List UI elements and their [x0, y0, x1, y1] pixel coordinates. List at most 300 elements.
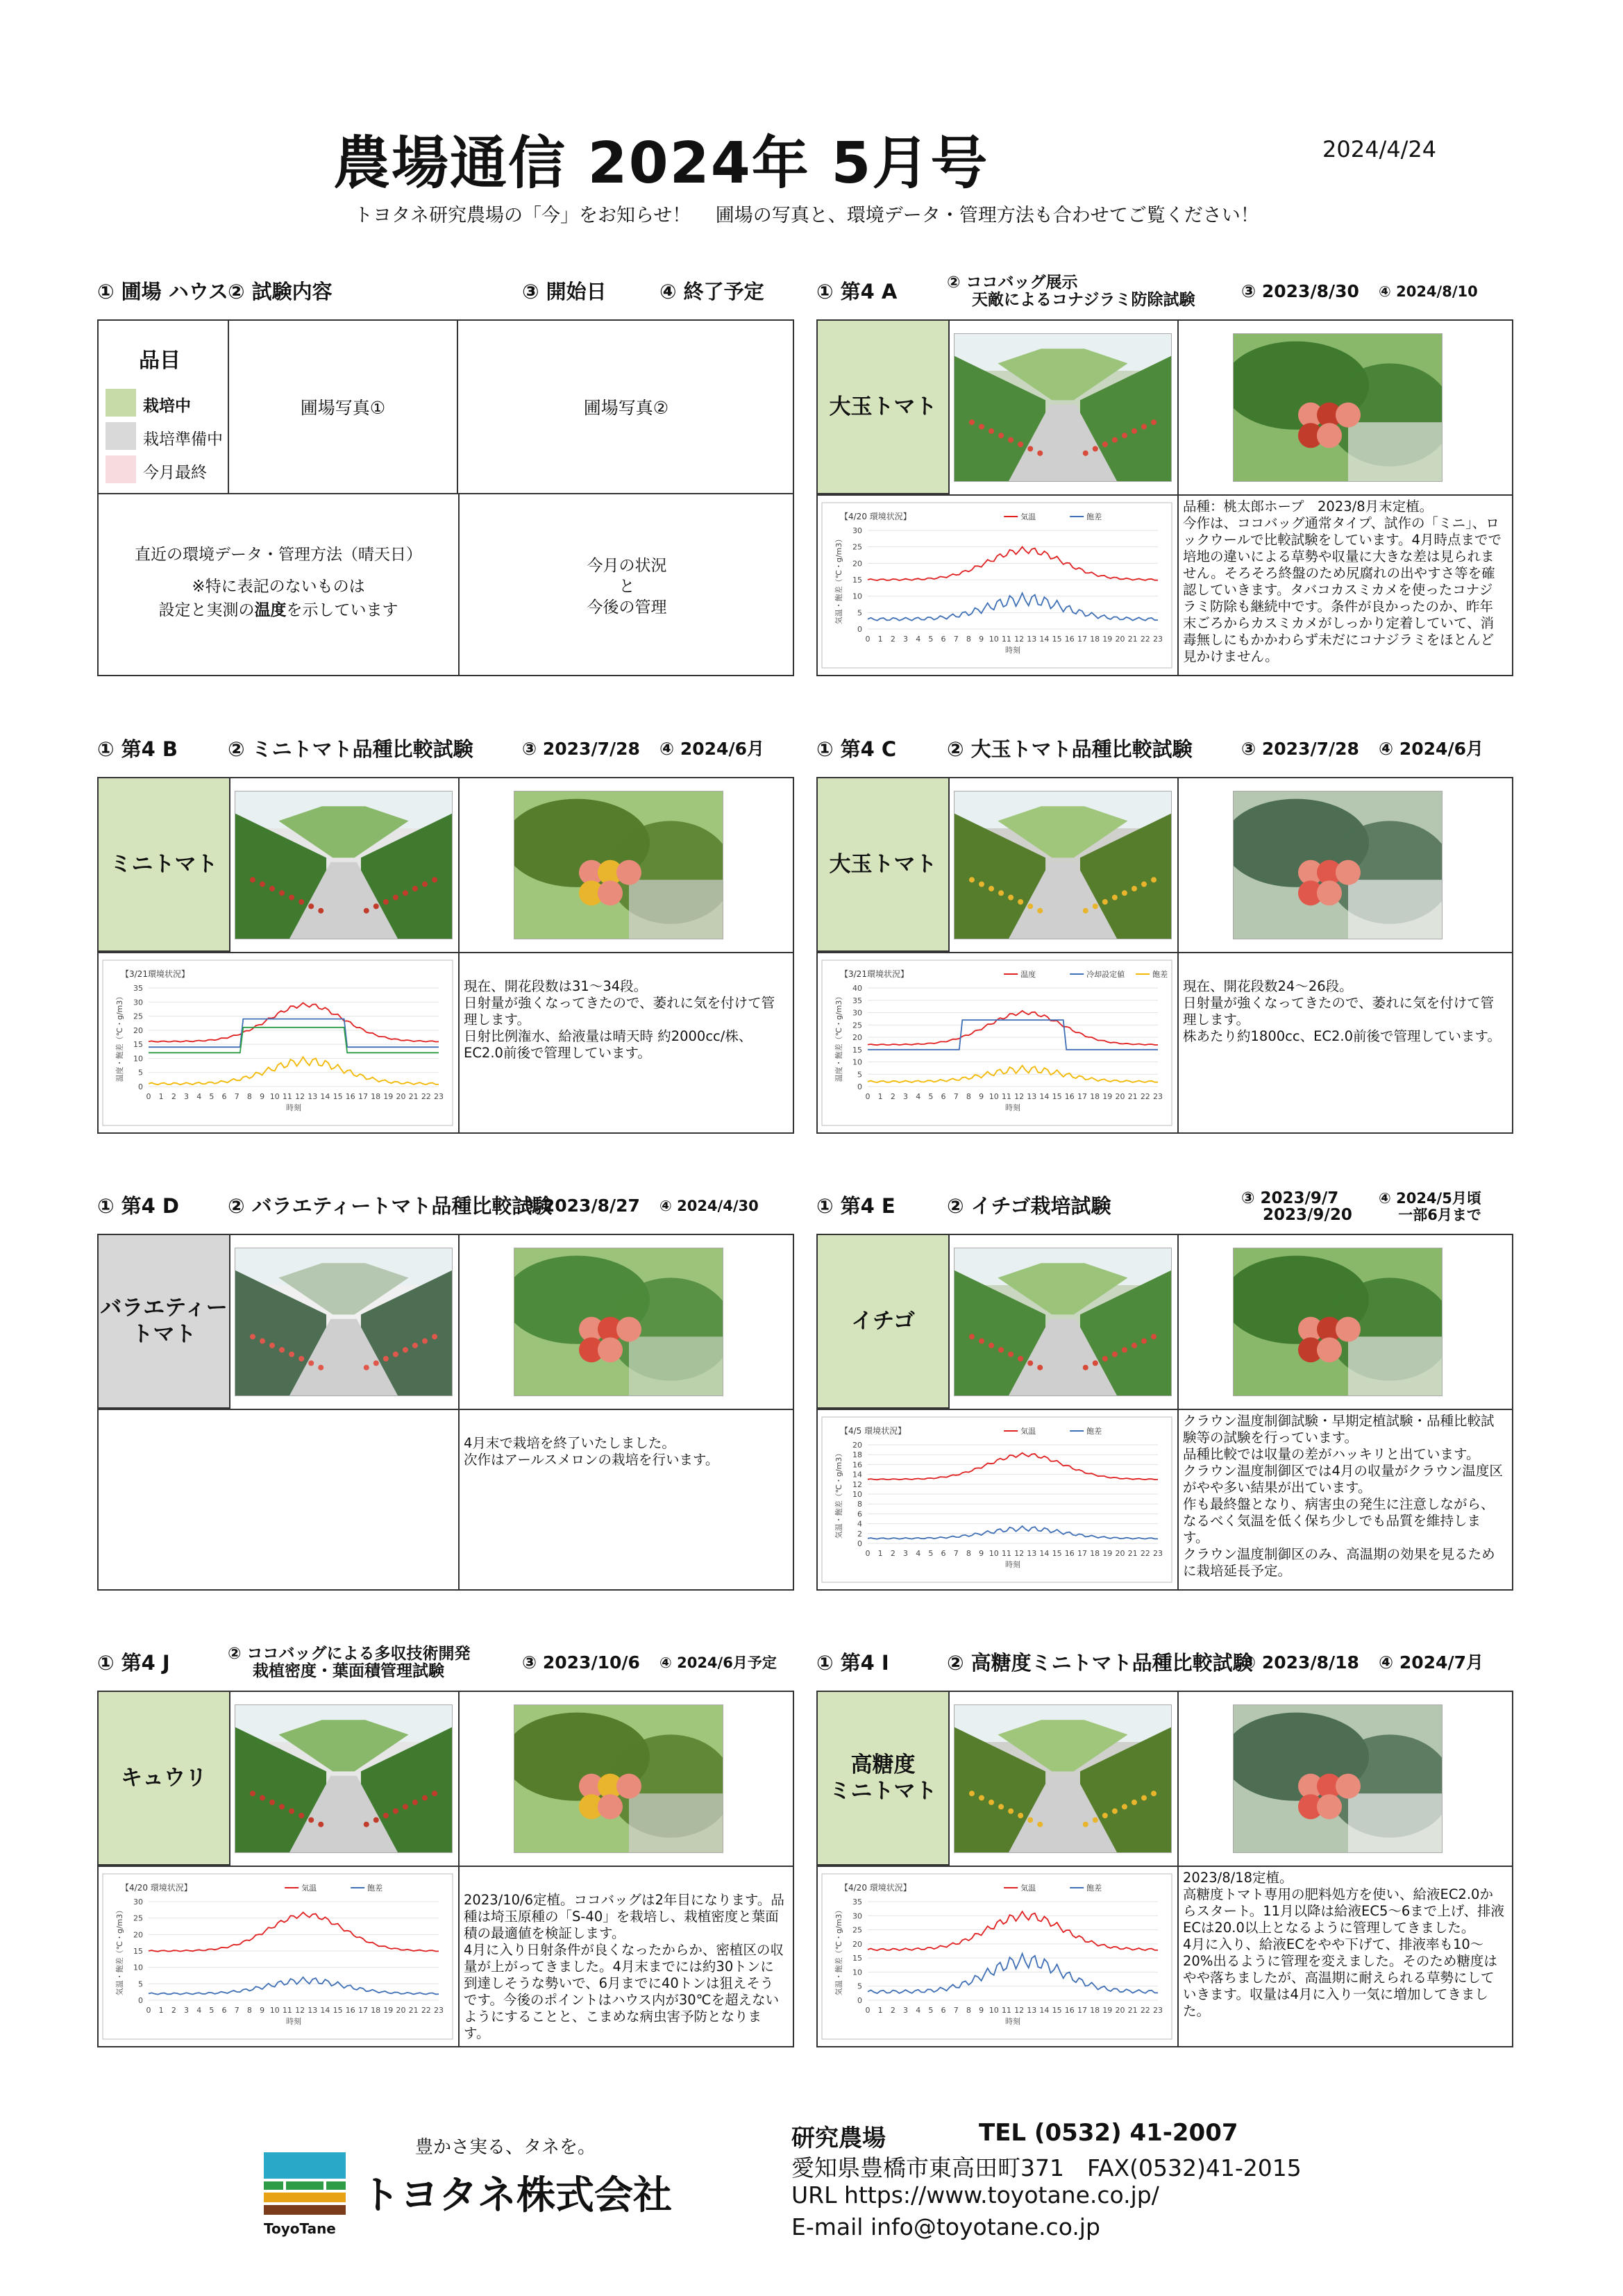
- legend-photo2: [458, 319, 794, 494]
- chart-title: 【4/20 環境状況】: [840, 1883, 911, 1893]
- block-crop-name: キュウリ: [97, 1691, 230, 1866]
- block-divider-v1: [458, 777, 460, 952]
- chart-xtick: 17: [1077, 1549, 1087, 1558]
- footer-tel: TEL (0532) 41-2007: [979, 2119, 1238, 2147]
- chart-xtick: 21: [408, 2006, 419, 2015]
- chart-xtick: 16: [1064, 635, 1075, 644]
- chart-xtick: 14: [1039, 1092, 1050, 1101]
- chart-xtick: 19: [1102, 1549, 1113, 1558]
- chart-xtick: 23: [1153, 635, 1163, 644]
- chart-xtick: 2: [890, 635, 895, 644]
- chart-ytick: 25: [133, 1913, 143, 1923]
- block-house: ① 第4 A: [816, 280, 898, 303]
- chart-xtick: 18: [1090, 1549, 1100, 1558]
- chart-ytick: 5: [857, 1981, 862, 1991]
- chart-xtick: 10: [269, 2006, 280, 2015]
- legend-house: ① 圃場 ハウス: [97, 280, 228, 303]
- chart-title: 【3/21環境状況】: [840, 969, 909, 979]
- chart-ytick: 40: [852, 984, 862, 993]
- block-header: [816, 274, 1513, 309]
- chart-ytick: 0: [857, 1082, 862, 1091]
- chart-xtick: 22: [421, 1092, 431, 1101]
- legend-trial: ② 試験内容: [228, 280, 333, 303]
- chart-ytick: 35: [852, 996, 862, 1005]
- chart-xtick: 20: [396, 2006, 406, 2015]
- chart-ytick: 5: [138, 1068, 143, 1078]
- chart-xtick: 0: [146, 1092, 151, 1101]
- block-divider-v1: [1177, 1234, 1179, 1409]
- chart-xtick: 8: [966, 1549, 971, 1558]
- block-crop-name: 大玉トマト: [816, 777, 950, 952]
- chart-ytick: 0: [857, 625, 862, 634]
- block-memo: 現在、開花段数24～26段。 日射量が強くなってきたので、萎れに気を付けて管理します。 株あたり約1800cc、EC2.0前後で管理しています。: [1183, 978, 1501, 1044]
- chart-ytick: 20: [852, 1939, 862, 1949]
- chart-ytick: 15: [852, 576, 862, 585]
- chart-ytick: 25: [852, 1925, 862, 1935]
- chart-xtick: 23: [434, 1092, 444, 1101]
- chart-xtick: 3: [903, 1092, 909, 1101]
- chart-xlabel: 時刻: [1005, 646, 1020, 655]
- block-crop-name: ミニトマト: [97, 777, 230, 952]
- chart-ytick: 0: [857, 1996, 862, 2005]
- chart-xtick: 12: [1014, 1092, 1025, 1101]
- chart-xtick: 7: [953, 1092, 959, 1101]
- chart-xtick: 16: [1064, 1092, 1075, 1101]
- state-label-growing: 栽培中: [143, 397, 191, 415]
- chart-xtick: 17: [1077, 1092, 1087, 1101]
- chart-xtick: 21: [1127, 635, 1138, 644]
- chart-xtick: 20: [1115, 635, 1125, 644]
- block-house: ① 第4 C: [816, 737, 897, 761]
- block-end-date: ④ 2024/6月: [659, 739, 764, 759]
- chart-xtick: 11: [1001, 1549, 1011, 1558]
- chart-ytick: 30: [852, 1911, 862, 1921]
- block-divider-v1: [458, 1234, 460, 1409]
- page-subtitle: トヨタネ研究農場の「今」をお知らせ！ 圃場の写真と、環境データ・管理方法も合わせてご覧ください！: [354, 205, 1259, 226]
- chart-xtick: 13: [1027, 1092, 1037, 1101]
- chart-ytick: 4: [857, 1519, 862, 1529]
- block-end-date: ④ 2024/7月: [1379, 1652, 1483, 1673]
- chart-xtick: 8: [246, 2006, 252, 2015]
- chart-xtick: 10: [989, 635, 999, 644]
- legend-photo1-label: 圃場写真①: [300, 398, 386, 418]
- block-memo: 2023/10/6定植。ココバッグは2年目になります。品種は埼玉原種の「S-40」を栽培し、栽植密度と葉面積の最適値を検証します。 4月に入り日射条件が良くなったからか、密植区の収量が上がってきました。4月末までには約30トンに到達しそうな勢いで、6月までに40トンは狙えそうです。今後のポイントはハウス内が30℃を超えないようにすることと、こまめな病虫害予防となります。: [464, 1892, 784, 2041]
- chart-ytick: 0: [138, 1996, 143, 2005]
- chart-legend-label: 飽差: [1086, 1427, 1102, 1436]
- chart-title: 【4/20 環境状況】: [840, 512, 911, 521]
- chart-xtick: 2: [890, 1549, 895, 1558]
- chart-xtick: 22: [1140, 1549, 1150, 1558]
- legend-photo2-label: 圃場写真②: [583, 398, 669, 418]
- chart-xtick: 22: [421, 2006, 431, 2015]
- chart-xtick: 11: [1001, 2006, 1011, 2015]
- chart-ylabel: 温度・飽差（℃・g/m3）: [115, 992, 124, 1082]
- chart-xtick: 5: [928, 1092, 934, 1101]
- legend-status-2: と: [619, 578, 635, 596]
- block-memo: 4月末で栽培を終了いたしました。 次作はアールスメロンの栽培を行います。: [464, 1435, 719, 1468]
- chart-xtick: 5: [209, 2006, 215, 2015]
- block-end-date: ④ 2024/4/30: [659, 1198, 759, 1214]
- state-swatch-growing: [106, 389, 136, 417]
- block-end-date: ④ 2024/6月予定: [659, 1654, 777, 1671]
- chart-xtick: 6: [941, 635, 946, 644]
- chart-ytick: 6: [857, 1509, 862, 1519]
- chart-xtick: 21: [1127, 1092, 1138, 1101]
- chart-ylabel: 温度・飽差（℃・g/m3）: [834, 992, 843, 1082]
- chart-xtick: 12: [1014, 2006, 1025, 2015]
- chart-ytick: 10: [133, 1963, 143, 1972]
- chart-xtick: 15: [1052, 2006, 1062, 2015]
- chart-ylabel: 気温・飽差（℃・g/m3）: [115, 1906, 124, 1996]
- field-photo-1: [954, 1704, 1172, 1853]
- block-crop-name: バラエティー トマト: [97, 1234, 230, 1409]
- chart-ytick: 20: [852, 1441, 862, 1450]
- block-memo: クラウン温度制御試験・早期定植試験・品種比較試験等の試験を行っています。 品種比較では収量の差がハッキリと出ています。 クラウン温度制御区では4月の収量がクラウン温度区がやや多い結果が出ています。 作も最終盤となり、病害虫の発生に注意しながら、なるべく気温を低く保ち少しでも品質を維持します。 クラウン温度制御区のみ、高温期の効果を見るために栽培延長予定。: [1183, 1413, 1503, 1579]
- toyotane-logo: [264, 2152, 346, 2237]
- chart-xtick: 7: [234, 2006, 239, 2015]
- chart-xtick: 7: [953, 2006, 959, 2015]
- legend-status-1: 今月の状況: [587, 557, 667, 575]
- chart-xtick: 17: [358, 2006, 368, 2015]
- chart-xtick: 0: [146, 2006, 151, 2015]
- chart-ytick: 5: [857, 608, 862, 618]
- block-trial: ② バラエティートマト品種比較試験: [228, 1194, 553, 1218]
- chart-xtick: 2: [171, 2006, 176, 2015]
- chart-legend-label: 冷却設定値: [1086, 970, 1125, 979]
- field-photo-2: [1233, 791, 1443, 939]
- chart-legend-label: 飽差: [1086, 1884, 1102, 1893]
- chart-ytick: 16: [852, 1460, 862, 1470]
- chart-legend-label: 気温: [301, 1884, 317, 1893]
- chart-xtick: 19: [1102, 2006, 1113, 2015]
- chart-ytick: 20: [852, 559, 862, 569]
- chart-xtick: 13: [1027, 2006, 1037, 2015]
- field-photo-1: [954, 1248, 1172, 1396]
- block-memo: 2023/8/18定植。 高糖度トマト専用の肥料処方を使い、給液EC2.0からスタート。11月以降は給液EC5～6まで上げ、排液ECは20.0以上となるように管理してきました。 4月に入り、給液ECをやや下げて、排液率も10～20%出るように管理を変えました。そのため糖度はやや落ちましたが、高温期に耐えられる草勢にしていきます。収量は4月に入り一気に増加してきました。: [1183, 1870, 1505, 2019]
- logo-text: ToyoTane: [264, 2220, 336, 2237]
- chart-xlabel: 時刻: [286, 1103, 301, 1112]
- chart-xtick: 14: [1039, 635, 1050, 644]
- chart-xtick: 21: [1127, 2006, 1138, 2015]
- chart-xtick: 17: [1077, 635, 1087, 644]
- block-divider-v1: [458, 1691, 460, 1866]
- legend-env-title: 直近の環境データ・管理方法（晴天日）: [135, 546, 422, 564]
- chart-xtick: 9: [979, 635, 984, 644]
- chart-xtick: 6: [941, 2006, 946, 2015]
- chart-ytick: 10: [852, 592, 862, 601]
- chart-xtick: 5: [928, 1549, 934, 1558]
- chart-legend-label: 気温: [1020, 1427, 1036, 1436]
- chart-xtick: 20: [1115, 1092, 1125, 1101]
- chart-xtick: 5: [928, 635, 934, 644]
- env-chart: [101, 959, 454, 1127]
- field-photo-1: [235, 1704, 453, 1853]
- footer-url[interactable]: URL https://www.toyotane.co.jp/: [791, 2181, 1159, 2209]
- block-divider-v2: [1177, 494, 1179, 676]
- block-memo: 現在、開花段数は31～34段。 日射量が強くなってきたので、萎れに気を付けて管理します。 日射比例潅水、給液量は晴天時 約2000cc/株、EC2.0前後で管理しています。: [464, 978, 775, 1061]
- chart-xtick: 10: [269, 1092, 280, 1101]
- chart-ytick: 15: [852, 1045, 862, 1055]
- block-end-date: ④ 2024/6月: [1379, 739, 1483, 759]
- chart-xtick: 22: [1140, 1092, 1150, 1101]
- chart-ytick: 15: [133, 1040, 143, 1050]
- chart-xtick: 19: [383, 2006, 394, 2015]
- chart-ytick: 10: [133, 1054, 143, 1064]
- chart-xtick: 11: [1001, 1092, 1011, 1101]
- footer-company: トヨタネ株式会社: [361, 2173, 672, 2218]
- footer-email[interactable]: E-mail info@toyotane.co.jp: [791, 2213, 1100, 2240]
- chart-xtick: 13: [308, 1092, 318, 1101]
- legend-env-note2: 設定と実測の温度を示しています: [158, 601, 398, 619]
- block-house: ① 第4 J: [97, 1651, 170, 1675]
- legend-item-cell: [97, 319, 229, 494]
- chart-ytick: 30: [852, 526, 862, 535]
- chart-xtick: 18: [371, 2006, 381, 2015]
- chart-ytick: 25: [852, 542, 862, 552]
- block-divider-v1: [1177, 1691, 1179, 1866]
- chart-ytick: 14: [852, 1470, 862, 1480]
- chart-xtick: 10: [989, 1092, 999, 1101]
- chart-xtick: 17: [358, 1092, 368, 1101]
- chart-xtick: 0: [865, 1549, 871, 1558]
- chart-xtick: 6: [941, 1092, 946, 1101]
- chart-xtick: 1: [877, 1092, 883, 1101]
- chart-xtick: 14: [1039, 1549, 1050, 1558]
- chart-xtick: 18: [1090, 1092, 1100, 1101]
- chart-ytick: 10: [852, 1968, 862, 1977]
- block-divider-h: [816, 952, 1513, 953]
- chart-xtick: 9: [979, 1092, 984, 1101]
- block-start-date: ③ 2023/8/18: [1241, 1652, 1359, 1673]
- block-house: ① 第4 I: [816, 1651, 889, 1675]
- chart-xtick: 20: [396, 1092, 406, 1101]
- chart-xtick: 9: [979, 2006, 984, 2015]
- chart-ylabel: 気温・飽差（℃・g/m3）: [834, 535, 843, 625]
- legend-status: [460, 555, 794, 618]
- chart-xtick: 16: [1064, 1549, 1075, 1558]
- chart-ytick: 20: [852, 1033, 862, 1042]
- chart-xtick: 13: [308, 2006, 318, 2015]
- block-divider-h: [816, 1866, 1513, 1867]
- env-chart: [821, 1416, 1173, 1584]
- chart-xtick: 3: [184, 1092, 190, 1101]
- chart-xtick: 14: [320, 1092, 330, 1101]
- footer-slogan: 豊かさ実る、タネを。: [415, 2137, 596, 2158]
- chart-xtick: 23: [1153, 1549, 1163, 1558]
- field-photo-2: [514, 1704, 723, 1853]
- chart-xtick: 10: [989, 2006, 999, 2015]
- chart-ytick: 8: [857, 1500, 862, 1509]
- chart-ytick: 10: [852, 1490, 862, 1499]
- field-photo-2: [514, 1248, 723, 1396]
- chart-ytick: 12: [852, 1480, 862, 1489]
- chart-xlabel: 時刻: [1005, 2017, 1020, 2026]
- chart-xtick: 8: [966, 635, 971, 644]
- chart-xtick: 11: [282, 1092, 292, 1101]
- legend-divider: [97, 493, 794, 494]
- chart-ytick: 5: [857, 1070, 862, 1080]
- chart-xtick: 13: [1027, 1549, 1037, 1558]
- chart-ytick: 2: [857, 1529, 862, 1539]
- chart-xtick: 11: [1001, 635, 1011, 644]
- chart-xtick: 22: [1140, 635, 1150, 644]
- field-photo-2: [1233, 333, 1443, 482]
- chart-xtick: 14: [1039, 2006, 1050, 2015]
- chart-xtick: 12: [295, 1092, 305, 1101]
- publication-date: 2024/4/24: [1322, 136, 1437, 162]
- chart-xtick: 16: [345, 2006, 355, 2015]
- chart-xtick: 23: [1153, 1092, 1163, 1101]
- env-chart: [821, 959, 1173, 1127]
- footer-lab: 研究農場: [791, 2125, 886, 2152]
- chart-title: 【4/5 環境状況】: [840, 1426, 907, 1436]
- block-divider-v2: [1177, 952, 1179, 1134]
- chart-xtick: 23: [434, 2006, 444, 2015]
- block-header: [816, 1651, 1513, 1679]
- chart-ytick: 0: [138, 1082, 143, 1091]
- block-start-date: ③ 2023/10/6: [522, 1652, 640, 1673]
- block-crop-name: イチゴ: [816, 1234, 950, 1409]
- state-swatch-preparing: [106, 422, 136, 450]
- chart-xtick: 18: [371, 1092, 381, 1101]
- chart-legend-label: 飽差: [1086, 512, 1102, 521]
- chart-ytick: 10: [852, 1057, 862, 1067]
- chart-ytick: 15: [852, 1954, 862, 1963]
- chart-xtick: 3: [903, 1549, 909, 1558]
- chart-xtick: 1: [877, 635, 883, 644]
- chart-xtick: 23: [1153, 2006, 1163, 2015]
- state-swatch-final: [106, 455, 136, 483]
- chart-xtick: 7: [234, 1092, 239, 1101]
- block-divider-v2: [458, 952, 460, 1134]
- chart-xtick: 12: [1014, 635, 1025, 644]
- chart-xtick: 4: [916, 1092, 921, 1101]
- chart-xtick: 4: [916, 635, 921, 644]
- chart-title: 【3/21環境状況】: [121, 969, 190, 979]
- block-end-date: ④ 2024/5月頃 一部6月まで: [1379, 1190, 1481, 1223]
- legend-status-3: 今後の管理: [587, 598, 667, 617]
- block-trial: ② 高糖度ミニトマト品種比較試験: [947, 1651, 1253, 1675]
- block-trial: ② ココバッグによる多収技術開発 栽植密度・葉面積管理試験: [228, 1645, 471, 1680]
- chart-xtick: 6: [941, 1549, 946, 1558]
- logo-mark-icon: [264, 2152, 346, 2230]
- chart-xtick: 4: [916, 2006, 921, 2015]
- block-divider-v2: [1177, 1866, 1179, 2047]
- block-crop-name: 高糖度 ミニトマト: [816, 1691, 950, 1866]
- chart-xtick: 9: [260, 1092, 265, 1101]
- chart-xlabel: 時刻: [1005, 1103, 1020, 1112]
- block-trial: ② 大玉トマト品種比較試験: [947, 737, 1193, 761]
- chart-xtick: 4: [916, 1549, 921, 1558]
- block-divider-h: [816, 494, 1513, 496]
- env-chart: [821, 501, 1173, 669]
- block-trial: ② ミニトマト品種比較試験: [228, 737, 473, 761]
- chart-xtick: 3: [903, 635, 909, 644]
- chart-ytick: 30: [133, 998, 143, 1007]
- chart-xtick: 16: [345, 1092, 355, 1101]
- legend-header: [97, 280, 791, 305]
- chart-xtick: 6: [221, 2006, 227, 2015]
- field-photo-2: [1233, 1704, 1443, 1853]
- block-start-date: ③ 2023/8/30: [1241, 281, 1359, 301]
- chart-legend-label: 飽差: [1152, 970, 1168, 979]
- chart-xtick: 10: [989, 1549, 999, 1558]
- chart-xtick: 15: [1052, 1092, 1062, 1101]
- block-divider-v2: [458, 1409, 460, 1591]
- block-start-date: ③ 2023/7/28: [522, 739, 640, 759]
- block-header: [816, 1189, 1513, 1224]
- state-label-final: 今月最終: [143, 464, 207, 482]
- block-house: ① 第4 B: [97, 737, 178, 761]
- block-header: [97, 1194, 794, 1222]
- chart-xtick: 4: [196, 2006, 202, 2015]
- legend-item-title: 品目: [139, 349, 180, 373]
- chart-xtick: 5: [928, 2006, 934, 2015]
- chart-xtick: 11: [282, 2006, 292, 2015]
- chart-xtick: 21: [1127, 1549, 1138, 1558]
- block-divider-h: [97, 952, 794, 953]
- chart-xtick: 14: [320, 2006, 330, 2015]
- chart-xtick: 2: [171, 1092, 176, 1101]
- chart-xtick: 21: [408, 1092, 419, 1101]
- block-divider-h: [97, 1866, 794, 1867]
- legend-end: ④ 終了予定: [659, 280, 764, 303]
- chart-xtick: 3: [184, 2006, 190, 2015]
- legend-env: [99, 543, 458, 622]
- field-photo-1: [235, 1248, 453, 1396]
- chart-ytick: 15: [133, 1947, 143, 1956]
- legend-photo1: [229, 319, 458, 494]
- page-title: 農場通信 2024年 5月号: [333, 131, 989, 196]
- block-divider-h: [97, 1409, 794, 1410]
- chart-xtick: 15: [1052, 635, 1062, 644]
- field-photo-2: [1233, 1248, 1443, 1396]
- chart-xtick: 2: [890, 1092, 895, 1101]
- field-photo-1: [235, 791, 453, 939]
- chart-legend-label: 気温: [1020, 1884, 1036, 1893]
- chart-ytick: 20: [133, 1930, 143, 1940]
- chart-ytick: 0: [857, 1539, 862, 1548]
- block-divider-v1: [1177, 319, 1179, 494]
- chart-xtick: 9: [979, 1549, 984, 1558]
- chart-ytick: 18: [852, 1450, 862, 1460]
- chart-ytick: 35: [133, 984, 143, 993]
- chart-xtick: 19: [1102, 1092, 1113, 1101]
- legend-start: ③ 開始日: [522, 280, 607, 303]
- chart-legend-label: 気温: [1020, 512, 1036, 521]
- field-photo-2: [514, 791, 723, 939]
- chart-legend-label: 飽差: [367, 1884, 383, 1893]
- chart-xtick: 12: [295, 2006, 305, 2015]
- chart-xtick: 19: [383, 1092, 394, 1101]
- block-start-date: ③ 2023/7/28: [1241, 739, 1359, 759]
- block-divider-v2: [1177, 1409, 1179, 1591]
- chart-xtick: 1: [158, 2006, 164, 2015]
- field-photo-1: [954, 791, 1172, 939]
- chart-xtick: 5: [209, 1092, 215, 1101]
- block-trial: ② ココバッグ展示 天敵によるコナジラミ防除試験: [947, 274, 1195, 309]
- chart-ytick: 20: [133, 1025, 143, 1035]
- env-chart: [821, 1872, 1173, 2041]
- chart-xtick: 8: [246, 1092, 252, 1101]
- chart-ytick: 5: [138, 1979, 143, 1989]
- chart-ylabel: 気温・飽差（℃・g/m3）: [834, 1449, 843, 1539]
- block-house: ① 第4 D: [97, 1194, 179, 1218]
- chart-xtick: 3: [903, 2006, 909, 2015]
- chart-ytick: 25: [852, 1021, 862, 1030]
- chart-ytick: 30: [133, 1897, 143, 1907]
- chart-xtick: 16: [1064, 2006, 1075, 2015]
